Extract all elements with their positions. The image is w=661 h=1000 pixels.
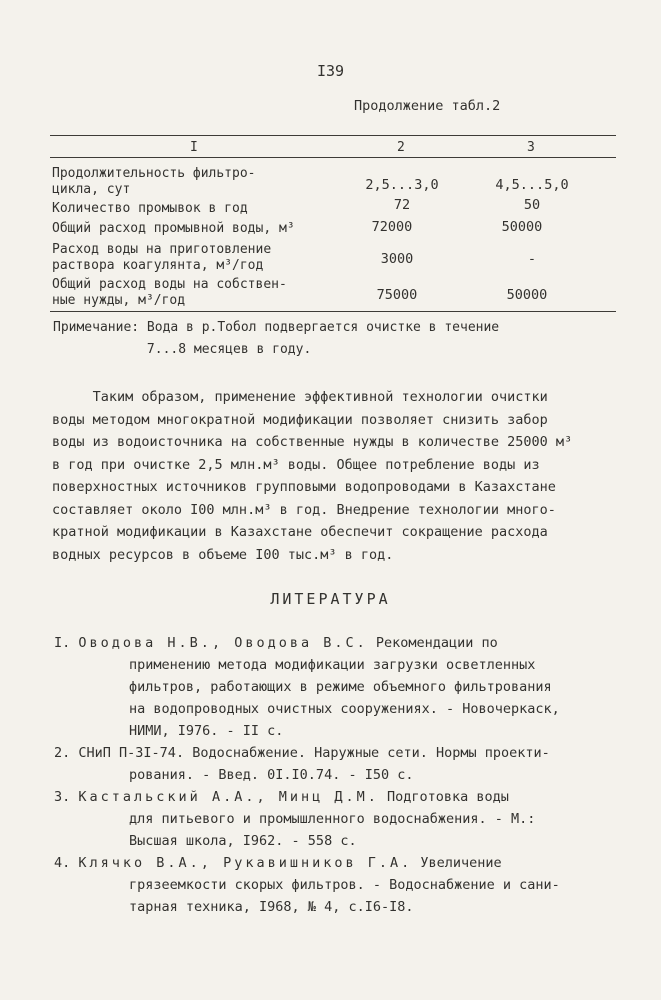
reference-continuation: применению метода модификации загрузки осветленных фильтров, работающих в режиме объемного фильтрования на водопроводных очистных сооружениях. - Новочеркаск, НИМИ, I976. - II с.: [129, 657, 560, 739]
reference-authors: Кастальский А.А., Минц Д.М.: [78, 789, 379, 805]
reference-item: 3. Кастальский А.А., Минц Д.М. Подготовка воды: [54, 789, 509, 805]
table-bottom-rule: [50, 311, 616, 312]
table-note: Примечание: Вода в р.Тобол подвергается очистке в течение 7...8 месяцев в году.: [53, 320, 500, 357]
table-row-label: Продолжительность фильтро- цикла, сут: [52, 166, 256, 197]
literature-heading: ЛИТЕРАТУРА: [270, 590, 391, 608]
table-row-label: Расход воды на приготовление раствора коагулянта, м³/год: [52, 242, 272, 273]
reference-continuation: рования. - Введ. 0I.I0.74. - I50 с.: [129, 767, 414, 783]
table-cell: 50000: [506, 287, 548, 303]
table-row-label: Общий расход воды на собствен- ные нужды, м³/год: [52, 277, 287, 308]
table-continuation-label: Продолжение табл.2: [354, 98, 501, 114]
table-top-rule: [50, 135, 616, 136]
reference-item: 4. Клячко В.А., Рукавишников Г.А. Увеличение: [54, 855, 502, 871]
table-header-col1: I: [190, 140, 198, 155]
reference-authors: Клячко В.А., Рукавишников Г.А.: [78, 855, 413, 871]
table-cell: 2,5...3,0: [365, 177, 439, 193]
table-header-col3: 3: [527, 140, 535, 155]
reference-item: 2. СНиП П-3I-74. Водоснабжение. Наружные сети. Нормы проекти-: [54, 745, 550, 761]
table-row-label: Общий расход промывной воды, м³: [52, 221, 295, 236]
table-cell: 3000: [380, 251, 414, 267]
table-cell: 72: [393, 197, 411, 213]
table-header-col2: 2: [397, 140, 405, 155]
reference-continuation: для питьевого и промышленного водоснабжения. - М.: Высшая школа, I962. - 558 с.: [129, 811, 536, 849]
reference-continuation: грязеемкости скорых фильтров. - Водоснабжение и сани- тарная техника, I968, № 4, с.I6-I8.: [129, 877, 560, 915]
body-paragraph: Таким образом, применение эффективной технологии очистки воды методом многократной модификации позволяет снизить забор воды из водоисточника на собственные нужды в количестве 25000 м³ в год при очистке 2,5 млн.м³ воды. Общее потребление воды из поверхностных источников групповыми водопроводами в Казахстане составляет около I00 млн.м³ в год. Внедрение технологии много- кратной модификации в Казахстане обеспечит сокращение расхода водных ресурсов в объеме I00 тыс.м³ в год.: [52, 389, 573, 563]
page-number: I39: [316, 62, 345, 80]
table-cell: -: [527, 251, 537, 267]
table-cell: 50: [523, 197, 541, 213]
table-row-label: Количество промывок в год: [52, 201, 248, 216]
reference-authors: Оводова Н.В., Оводова В.С.: [78, 635, 368, 651]
table-cell: 50000: [501, 219, 543, 235]
reference-item: I. Оводова Н.В., Оводова В.С. Рекомендации по: [54, 635, 498, 651]
table-header-rule: [50, 157, 616, 158]
table-cell: 75000: [376, 287, 418, 303]
table-cell: 4,5...5,0: [495, 177, 569, 193]
table-cell: 72000: [371, 219, 413, 235]
